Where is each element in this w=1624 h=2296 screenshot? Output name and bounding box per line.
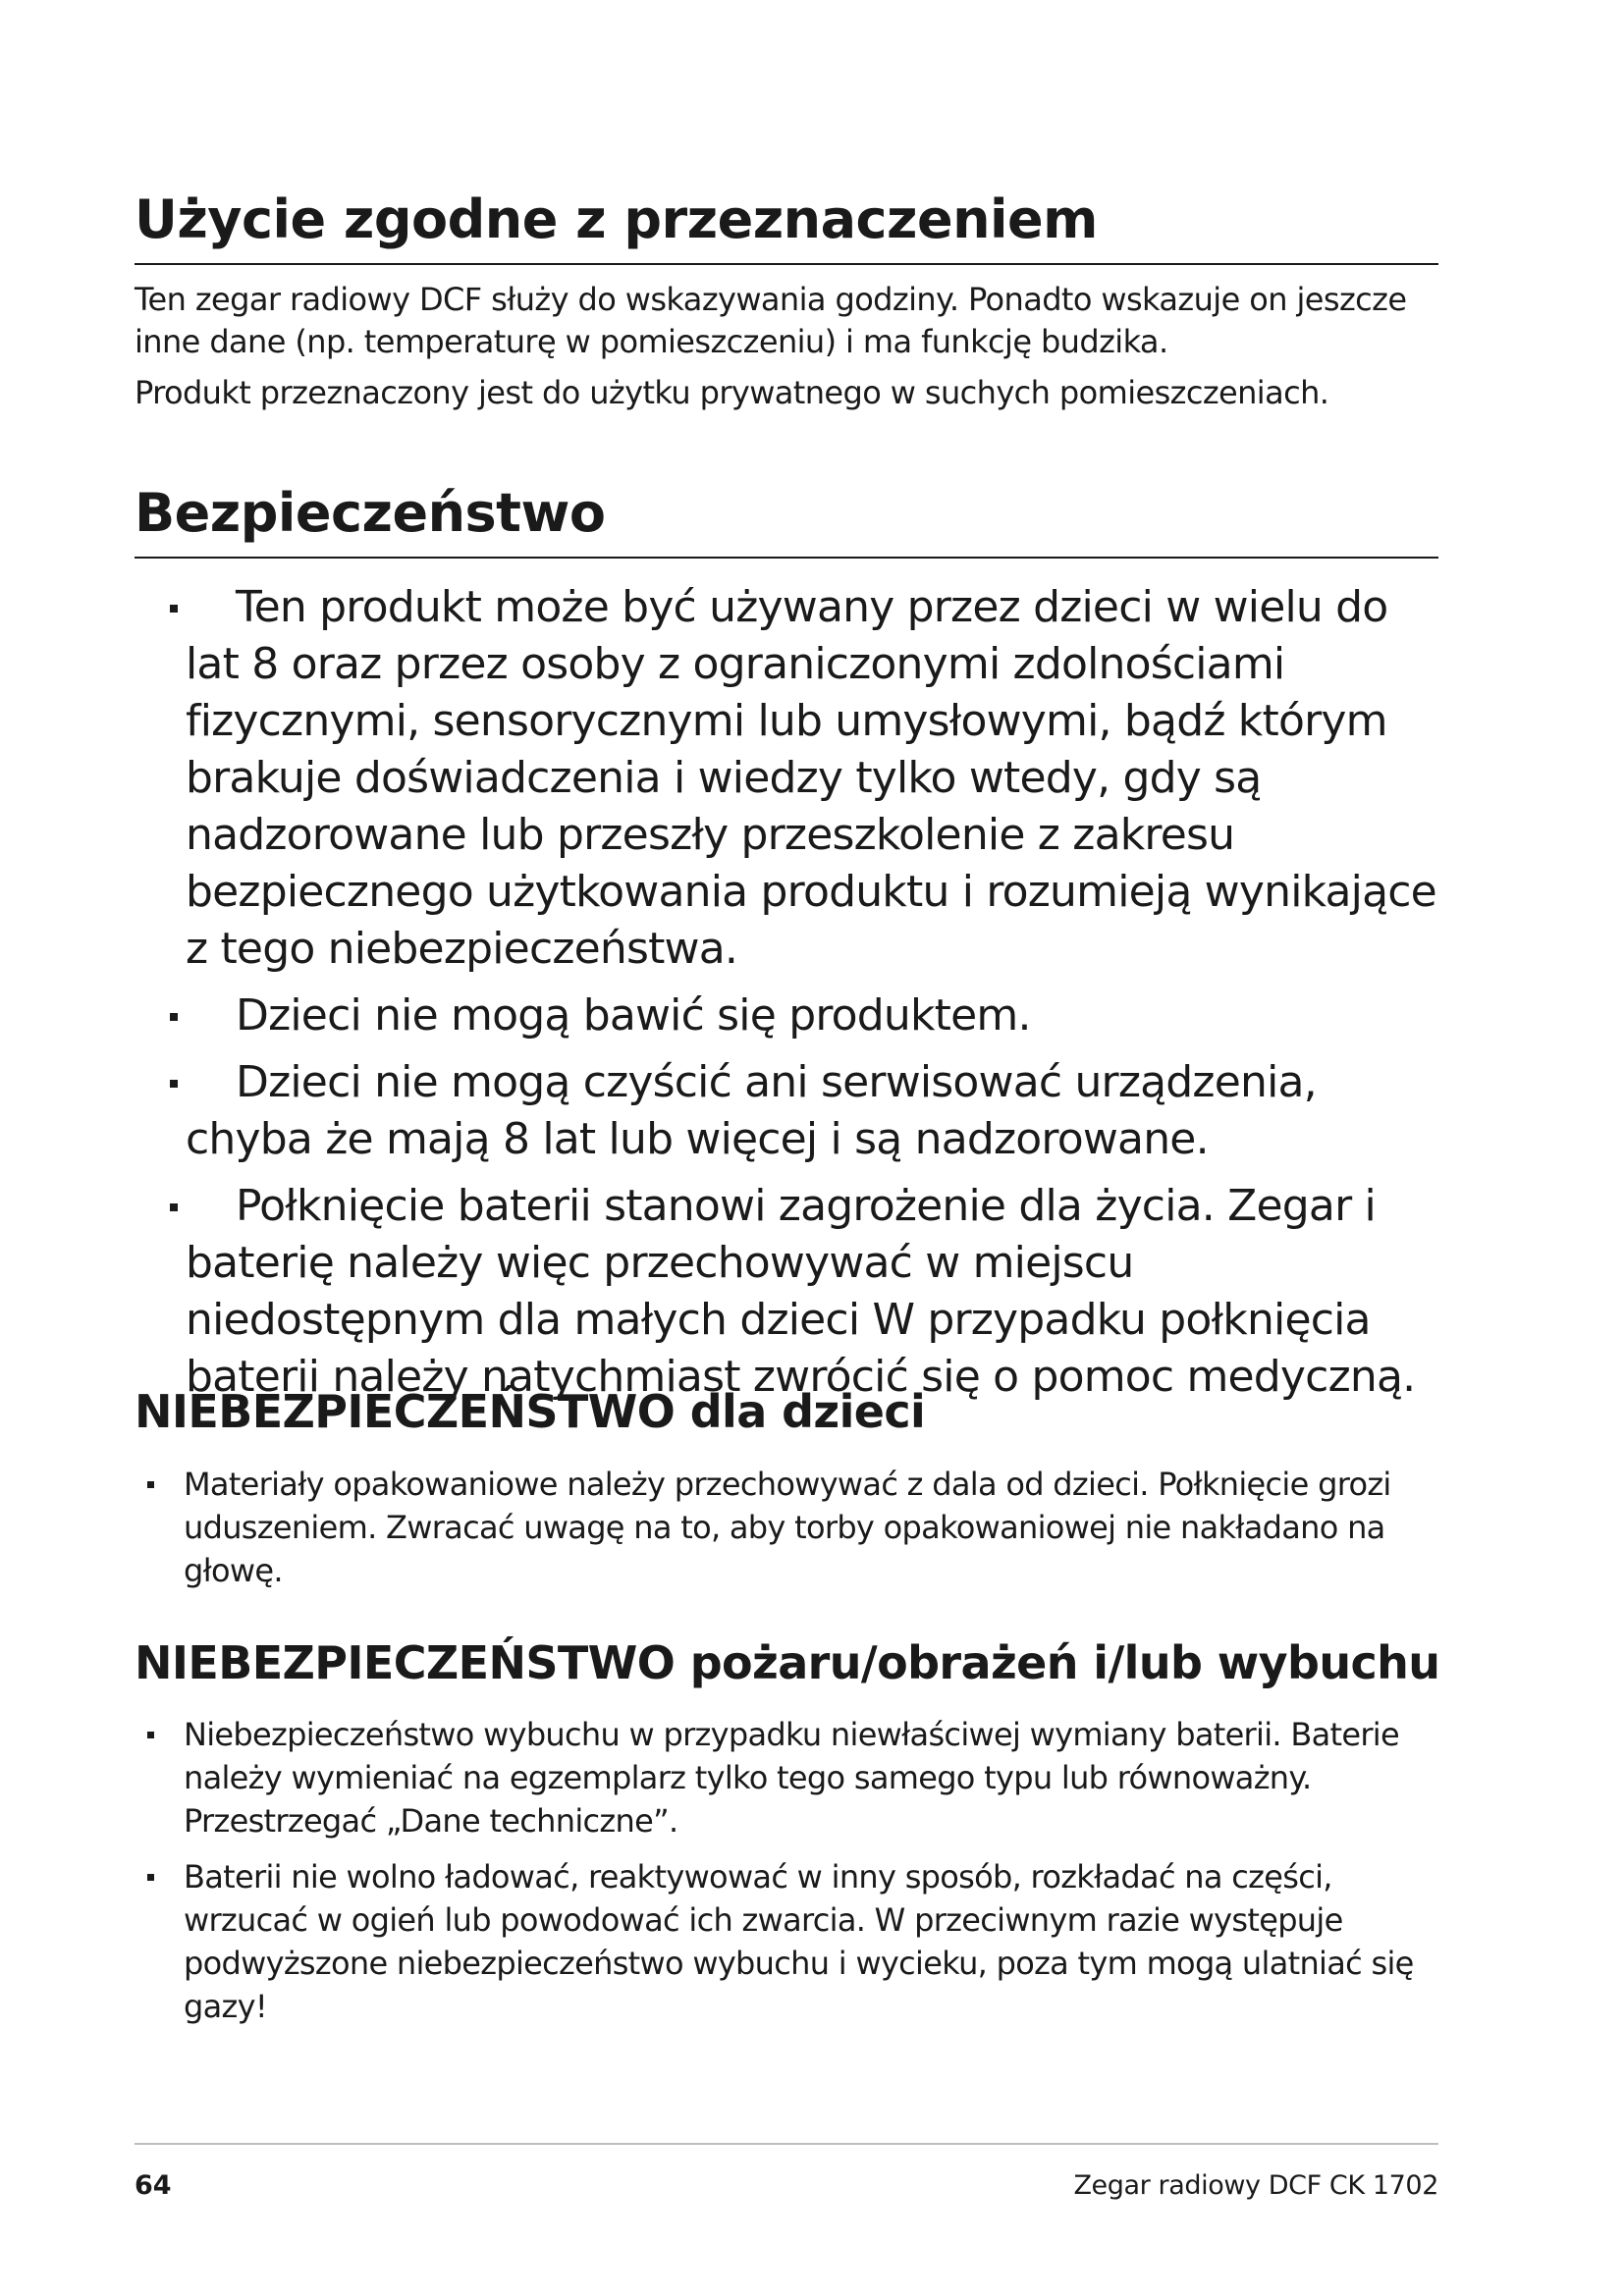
subsection-title-danger-fire: NIEBEZPIECZEŃSTWO pożaru/obrażeń i/lub wybuchu xyxy=(135,1636,1440,1689)
list-item-text: Materiały opakowaniowe należy przechowywać z dala od dzieci. Połknięcie grozi uduszeniem. Zwracać uwagę na to, aby torby opakowaniowej nie nakładano na głowę. xyxy=(184,1466,1391,1589)
list-item xyxy=(135,1855,1438,2028)
list-item xyxy=(135,1178,1438,1406)
bullet-icon xyxy=(147,1732,154,1738)
page-footer xyxy=(135,2143,1438,2208)
list-item xyxy=(135,1463,1438,1592)
document-page xyxy=(135,0,1438,2296)
list-item-text: Niebezpieczeństwo wybuchu w przypadku niewłaściwej wymiany baterii. Baterie należy wymieniać na egzemplarz tylko tego samego typu lub równoważny. Przestrzegać „Dane techniczne”. xyxy=(184,1716,1399,1840)
bullet-icon xyxy=(170,605,178,613)
list-item xyxy=(135,1713,1438,1842)
paragraph: Ten zegar radiowy DCF służy do wskazywania godziny. Ponadto wskazuje on jeszcze inne dane (np. temperaturę w pomieszczeniu) i ma funkcję budzika. xyxy=(135,281,1407,360)
section-title-intended-use: Użycie zgodne z przeznaczeniem xyxy=(135,188,1438,265)
bullet-icon xyxy=(170,1013,178,1021)
list-item xyxy=(135,1054,1438,1168)
list-item xyxy=(135,579,1438,978)
list-item-text: Baterii nie wolno ładować, reaktywować w inny sposób, rozkładać na części, wrzucać w ogień lub powodować ich zwarcia. W przeciwnym razie występuje podwyższone niebezpieczeństwo wybuchu i wycieku, poza tym mogą ulatniać się gazy! xyxy=(184,1858,1414,2025)
subsection-title-danger-children: NIEBEZPIECZEŃSTWO dla dzieci xyxy=(135,1385,926,1438)
bullet-icon xyxy=(170,1203,178,1211)
list-item-text: Ten produkt może być używany przez dzieci w wielu do lat 8 oraz przez osoby z ograniczonymi zdolnościami fizycznymi, sensorycznymi lub umysłowymi, bądź którym brakuje doświadczenia i wiedzy tylko wtedy, gdy są nadzorowane lub przeszły przeszkolenie z zakresu bezpiecznego użytkowania produktu i rozumieją wynikające z tego niebezpieczeństwa. xyxy=(186,582,1436,974)
bullet-icon xyxy=(147,1481,154,1488)
list-item xyxy=(135,988,1438,1044)
danger-children-list xyxy=(135,1463,1438,1605)
safety-list xyxy=(135,579,1438,1415)
section-title-safety: Bezpieczeństwo xyxy=(135,482,1438,559)
bullet-icon xyxy=(170,1080,178,1088)
list-item-text: Dzieci nie mogą bawić się produktem. xyxy=(236,990,1031,1041)
paragraph: Produkt przeznaczony jest do użytku prywatnego w suchych pomieszczeniach. xyxy=(135,374,1329,411)
list-item-text: Połknięcie baterii stanowi zagrożenie dla życia. Zegar i baterię należy więc przechowywać w miejscu niedostępnym dla małych dzieci W przypadku połknięcia baterii należy natychmiast zwrócić się o pomoc medyczną. xyxy=(186,1181,1416,1402)
bullet-icon xyxy=(147,1874,154,1881)
danger-fire-list xyxy=(135,1713,1438,2041)
intended-use-text xyxy=(135,279,1438,423)
list-item-text: Dzieci nie mogą czyścić ani serwisować urządzenia, chyba że mają 8 lat lub więcej i są nadzorowane. xyxy=(186,1057,1317,1164)
page-number: 64 xyxy=(135,2170,172,2201)
document-name: Zegar radiowy DCF CK 1702 xyxy=(1073,2170,1438,2201)
